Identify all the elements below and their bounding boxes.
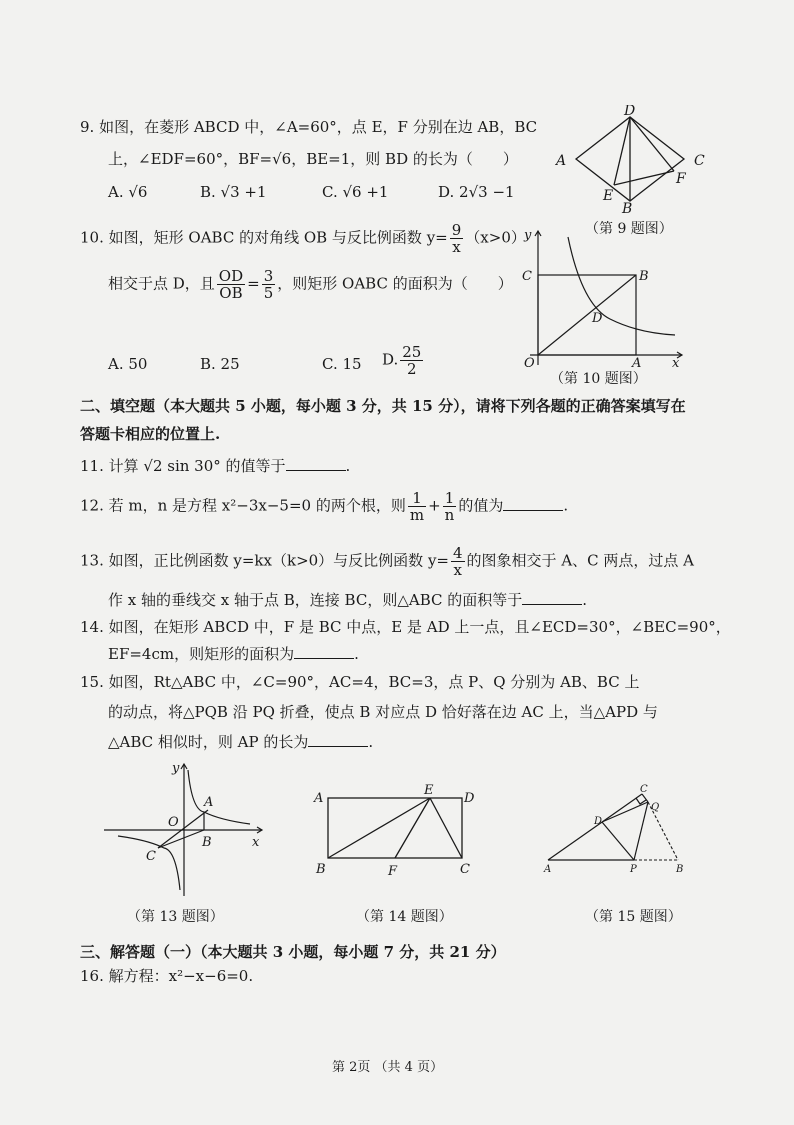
section2-line2: 答题卡相应的位置上. — [80, 425, 221, 443]
q14-label-b: B — [316, 862, 326, 877]
segment-ec — [430, 798, 462, 858]
segment-bc — [158, 830, 204, 848]
q13-label-o: O — [168, 815, 179, 830]
q9-line2: 上，∠EDF=60°，BF=√6，BE=1，则 BD 的长为（ ） — [108, 150, 518, 168]
q10-option-a: A. 50 — [108, 355, 148, 373]
q10-caption: （第 10 题图） — [550, 371, 647, 387]
q14-answer-blank — [294, 644, 354, 659]
q14-label-f: F — [388, 864, 398, 879]
q10-label-c: C — [522, 269, 532, 284]
q10-line2: 相交于点 D，且 $\frac{OD}{OB}$ = $\frac{3}{5}$ ，则矩形 OABC 的面积为（ ） — [108, 267, 513, 302]
q10-ratio-fraction: $\frac{OD}{OB}$ — [218, 267, 244, 302]
q15-label-b: B — [676, 864, 684, 875]
q15-line1: 15. 如图，Rt△ABC 中，∠C=90°，AC=4，BC=3，点 P、Q 分别为 AB、BC 上 — [80, 673, 640, 691]
q9-label-e: E — [603, 188, 614, 204]
q10-label-d: D — [592, 311, 603, 326]
q9-figure — [548, 105, 718, 215]
q15-label-p: P — [630, 864, 637, 875]
q11-text: 11. 计算 √2 sin 30° 的值等于 . — [80, 457, 351, 475]
q9-caption: （第 9 题图） — [585, 221, 673, 237]
q15-label-d: D — [594, 816, 603, 827]
q15-answer-blank — [308, 732, 368, 747]
q15-line2: 的动点，将△PQB 沿 PQ 折叠，使点 B 对应点 D 恰好落在边 AC 上，当△APD 与 — [108, 703, 658, 721]
q14-caption: （第 14 题图） — [356, 909, 453, 925]
line-ac — [158, 810, 208, 848]
q10-option-b: B. 25 — [200, 355, 240, 373]
segment-df — [630, 117, 674, 171]
q10-label-x: x — [672, 356, 680, 370]
q14-label-c: C — [460, 862, 470, 877]
q9-option-b: B. √3 +1 — [200, 183, 267, 201]
q10-line1: 10. 如图，矩形 OABC 的对角线 OB 与反比例函数 y= $\frac{9}{x}$ （x>0） — [80, 221, 526, 256]
section2-line1: 二、填空题（本大题共 5 小题，每小题 3 分，共 15 分），请将下列各题的正确答案填写在 — [80, 397, 686, 415]
q15-line3: △ABC 相似时，则 AP 的长为 . — [108, 733, 374, 751]
q13-line2: 作 x 轴的垂线交 x 轴于点 B，连接 BC，则△ABC 的面积等于 . — [108, 591, 588, 609]
hyperbola — [568, 237, 675, 335]
q10-label-o: O — [524, 356, 535, 370]
q12-answer-blank — [503, 496, 563, 511]
page-footer: 第 2页 （共 4 页） — [332, 1060, 444, 1075]
q13-figure — [100, 760, 270, 900]
q10-func-fraction: $\frac{9}{x}$ — [451, 221, 462, 256]
hyperbola-branch-1 — [188, 770, 250, 824]
q9-option-a: A. √6 — [108, 183, 148, 201]
q14-label-d: D — [464, 791, 475, 806]
q10-label-y: y — [524, 228, 532, 243]
q13-label-a: A — [204, 795, 214, 810]
q9-option-c: C. √6 +1 — [322, 183, 389, 201]
q9-label-d: D — [624, 105, 636, 119]
q15-label-a: A — [544, 864, 552, 875]
q9-label-a: A — [556, 153, 567, 169]
q9-label-c: C — [694, 153, 705, 169]
q13-line1: 13. 如图，正比例函数 y=kx（k>0）与反比例函数 y= $\frac{4}{x}$ 的图象相交于 A、C 两点，过点 A — [80, 544, 694, 579]
segment-ef — [614, 171, 674, 185]
q13-label-c: C — [146, 849, 156, 864]
q9-label-f: F — [676, 171, 686, 187]
q10-option-c: C. 15 — [322, 355, 362, 373]
q13-label-y: y — [172, 761, 180, 776]
q9-option-d: D. 2√3 −1 — [438, 183, 515, 201]
q10-label-a: A — [632, 356, 642, 370]
q10-option-d: D. $\frac{25}{2}$ — [382, 343, 422, 378]
segment-dq — [602, 802, 648, 822]
q15-label-c: C — [640, 784, 648, 795]
q14-line1: 14. 如图，在矩形 ABCD 中，F 是 BC 中点，E 是 AD 上一点，且∠ECD=30°，∠BEC=90°， — [80, 618, 731, 636]
q14-label-a: A — [314, 791, 324, 806]
segment-ef — [395, 798, 430, 858]
q13-label-x: x — [252, 835, 260, 850]
q11-answer-blank — [286, 456, 346, 471]
segment-pq — [634, 802, 648, 860]
q16-text: 16. 解方程：x²−x−6=0. — [80, 967, 254, 985]
rectangle-abcd — [328, 798, 462, 858]
q13-label-b: B — [202, 835, 212, 850]
section3-heading: 三、解答题（一）（本大题共 3 小题，每小题 7 分，共 21 分） — [80, 943, 506, 961]
q14-label-e: E — [424, 783, 434, 798]
segment-dp — [602, 822, 634, 860]
q14-line2: EF=4cm，则矩形的面积为 . — [108, 645, 359, 663]
q15-caption: （第 15 题图） — [585, 909, 682, 925]
q15-figure — [538, 780, 698, 880]
q10-figure — [510, 225, 690, 370]
side-ac — [548, 794, 642, 860]
q9-label-b: B — [622, 201, 633, 215]
q10-label-b: B — [639, 269, 649, 284]
q12-text: 12. 若 m，n 是方程 x²−3x−5=0 的两个根，则 $\frac{1}{m}$ + $\frac{1}{n}$ 的值为 . — [80, 489, 569, 524]
q10-ratio-value: $\frac{3}{5}$ — [263, 267, 274, 302]
q13-answer-blank — [522, 590, 582, 605]
q14-figure — [312, 780, 487, 880]
q15-label-q: Q — [651, 802, 660, 813]
segment-be — [328, 798, 430, 858]
diagonal-ob — [538, 275, 636, 355]
q9-line1: 9. 如图，在菱形 ABCD 中，∠A=60°，点 E，F 分别在边 AB，BC — [80, 118, 538, 136]
q13-caption: （第 13 题图） — [127, 909, 224, 925]
